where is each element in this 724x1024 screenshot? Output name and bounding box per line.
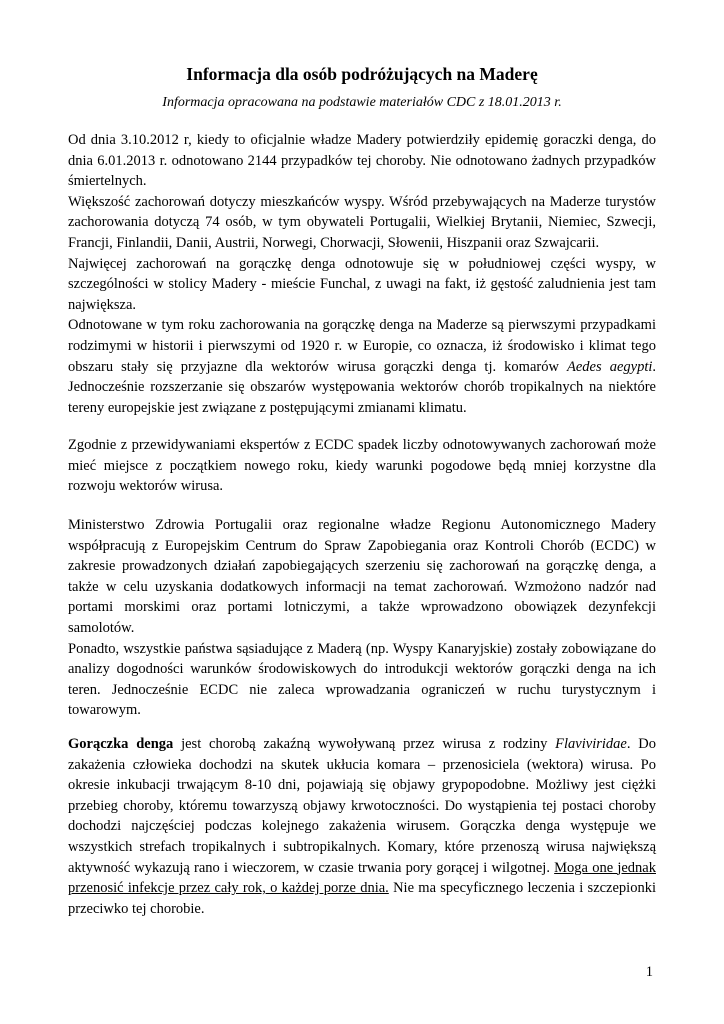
paragraph-case-count: Od dnia 3.10.2012 r, kiedy to oficjalnie władze Madery potwierdziły epidemię goraczki denga, do dnia 6.01.2013 r. odnotowano 2144 przypadków tej choroby. Nie odnotowano żadnych przypadków śmiertelnych. <box>68 132 656 190</box>
underlined-warning: Moga one jednak przenosić infekcje przez cały rok, o każdej porze dnia. <box>68 859 656 897</box>
section-cooperation <box>68 515 656 721</box>
paragraph-cooperation: Ministerstwo Zdrowia Portugalii oraz regionalne władze Regionu Autonomicznego Madery współpracują z Europejskim Centrum do Spraw Zapobiegania oraz Kontroli Chorób (ECDC) w zakresie prowadzonych działań zapobiegających szerzeniu się zachorowań na gorączkę denga, a także w celu uzyskania dodatkowych informacji na temat zachorowań. Wzmożono nadzór nad portami morskimi oraz portami lotniczymi, a także wprowadzono obowiązek dezynfekcji samolotów. <box>68 517 656 636</box>
paragraph-disease <box>68 734 656 919</box>
history-text-b: . Jednocześnie rozszerzanie się obszarów występowania wektorów chorób tropikalnych na niektóre tereny europejskie jest związane z postępującymi zmianami klimatu. <box>68 358 657 416</box>
disease-term: Gorączka denga <box>68 736 174 752</box>
page-number: 1 <box>645 964 653 980</box>
virus-family: Flaviviridae <box>555 736 627 752</box>
paragraph-geography: Najwięcej zachorowań na gorączkę denga odnotowuje się w południowej części wyspy, w szczególności w stolicy Madery - mieście Funchal, z uwagi na fakt, iż gęstość zaludnienia jest tam największa. <box>68 255 656 313</box>
disease-text-c: Nie ma specyficznego leczenia i szczepionki przeciwko tej chorobie. <box>68 880 656 917</box>
paragraph-history <box>68 315 656 418</box>
paragraph-tourists: Większość zachorowań dotyczy mieszkańców wyspy. Wśród przebywających na Maderze turystów zachorowania dotyczą 74 osób, w tym obywateli Portugalii, Wielkiej Brytanii, Niemiec, Szwecji, Francji, Finlandii, Danii, Austrii, Norwegi, Chorwacji, Słowenii, Hiszpanii oraz Szwajcarii. <box>68 193 656 251</box>
disease-text-a: jest chorobą zakaźną wywoływaną przez wirusa z rodziny <box>173 736 556 752</box>
species-name: Aedes aegypti <box>567 358 653 375</box>
document-title: Informacja dla osób podróżujących na Maderę <box>186 64 538 84</box>
paragraph-forecast: Zgodnie z przewidywaniami ekspertów z ECDC spadek liczby odnotowywanych zachorowań może mieć miejsce z początkiem nowego roku, kiedy warunki pogodowe będą mniej korzystne dla rozwoju wektorów wirusa. <box>68 437 656 495</box>
section-disease-info <box>68 734 656 919</box>
section-epidemic-overview <box>68 130 656 418</box>
history-text-a: Odnotowane w tym roku zachorowania na gorączkę denga na Maderze są pierwszymi przypadkami rodzimymi w historii i pierwszymi od 1920 r. w Europie, co oznacza, iż środowisko i klimat tego obszaru stały się przyjazne dla wektorów wirusa gorączki denga tj. komarów <box>68 317 656 375</box>
disease-text-b: . Do zakażenia człowieka dochodzi na skutek ukłucia komara – przenosiciela (wektora) wirusa. Po okresie inkubacji trwającym 8-10 dni, pojawiają się objawy grypopodobne. Możliwy jest ciężki przebieg choroby, któremu towarzyszą objawy krwotoczności. Do wystąpienia tej postaci choroby dochodzi najczęściej podczas kolejnego zakażenia wirusem. Gorączka denga występuje we wszystkich strefach tropikalnych i subtropikalnych. Komary, które przenoszą wirusa największą aktywność wykazują rano i wieczorem, w czasie trwania pory gorącej i wilgotnej. <box>68 736 656 876</box>
document-subtitle: Informacja opracowana na podstawie materiałów CDC z 18.01.2013 r. <box>162 95 562 110</box>
section-forecast <box>68 435 656 497</box>
paragraph-neighbours: Ponadto, wszystkie państwa sąsiadujące z Maderą (np. Wyspy Kanaryjskie) zostały zobowiązane do analizy dogodności warunków środowiskowych do introdukcji wektorów gorączki denga na ich teren. Jednocześnie ECDC nie zaleca wprowadzania ograniczeń w ruchu turystycznym i towarowym. <box>68 640 656 719</box>
